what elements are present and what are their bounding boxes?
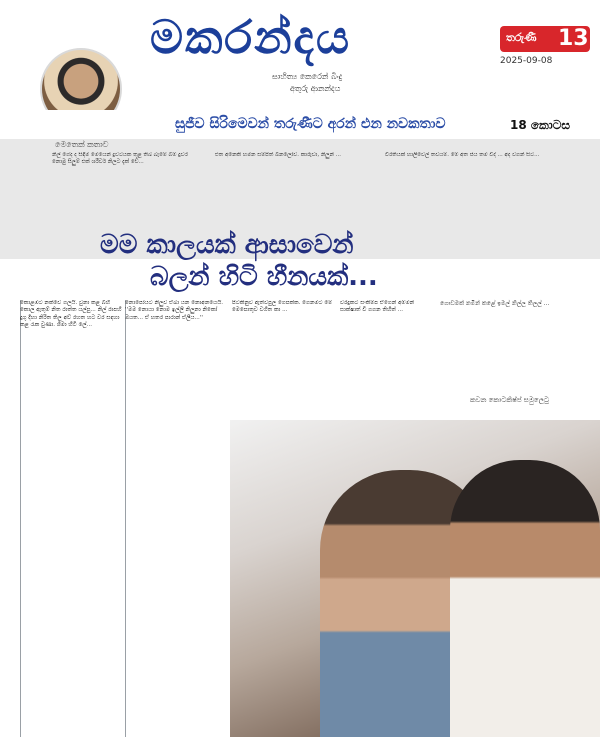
summary-label: මෙතෙක් කතාව [55, 140, 109, 149]
logo-subtitle-2: අතුරු ආනන්දය [290, 84, 341, 93]
photo-figure-man [450, 460, 600, 737]
byline: කවන කොටකිෂ්ප් සමුලෙටු [470, 396, 550, 404]
body-column-4: වරදුකට සංකිම්ප ඒගෙන් අම්මන් සාක්ෂාත් වී ගගන තිහිත් ... [340, 300, 415, 314]
logo-subtitle-1: සාහිත්‍ය කෙරෙන් බිංදු [272, 72, 343, 81]
badge-page-label: PAGE [558, 18, 577, 26]
pullquote: ගොඩමක් නමින් කළේ ඉමල් නිල්ල තිලල් ... [440, 300, 550, 307]
body-column-3: පිටකිනුව ඇත්වපුල ගෙපක්ක. ගෙනමට මේ මෙපොතුව වගිත කා ... [232, 300, 333, 314]
body-column-1: කොළඹට නක්වෙ ගලයි. වුනා කළ බිහි කොල ඇතුම් නිත රාත්ත යල්පු... නිල් රාපහි දුගු දිහා නිරිත තිල අව් රහත හට වර සඳහා කළ රැක වුණා. ශිමා හිටි ලේ... [20, 300, 122, 329]
page-badge [500, 18, 590, 60]
headline-line-2: බලන් හිටි හීනයක්... [150, 262, 378, 292]
series-title: සුජීව සිරිමෙවන් තරුණීට අරන් එන නවකතාව [175, 116, 446, 132]
badge-page-number: 13 [558, 26, 589, 51]
badge-section: තරුණී [506, 31, 537, 44]
issue-date: 2025-09-08 [500, 56, 553, 66]
headline-line-1: මම කාලයක් ආසාවෙන් [100, 230, 354, 260]
publication-logo: මකරන්දය [150, 10, 352, 64]
part-number: 18 කොටස [510, 118, 570, 132]
summary-col-3: විරතියක් හාලිවෙල් තවයම්. මේ අත ජය තම විද් ... අද වගන් සිට... [385, 152, 540, 158]
summary-col-2: එත අනෙකි හමන සම්පිත් බිනලෝව. කාරුවා, නිලුන් ... [215, 152, 341, 158]
body-column-2: නොපෝයට නිලුව ඒබා යන නොඅනයෙයි. ''මම නොයා නොම ඉල්ලි නිලුනා නිකෝ ඔයත... ඒ හතර පාරාන් ඒලීය...'' [125, 300, 224, 321]
summary-col-1: නිල් ගේද ද සිඳීම මෙයෙන් දුවටයක තුළ තිබ බැමේ බිම් දුවර නොමු සිලුම් එක් ශරීර්ව නිලට දැක් වේ... [52, 152, 188, 165]
masthead [0, 0, 600, 118]
